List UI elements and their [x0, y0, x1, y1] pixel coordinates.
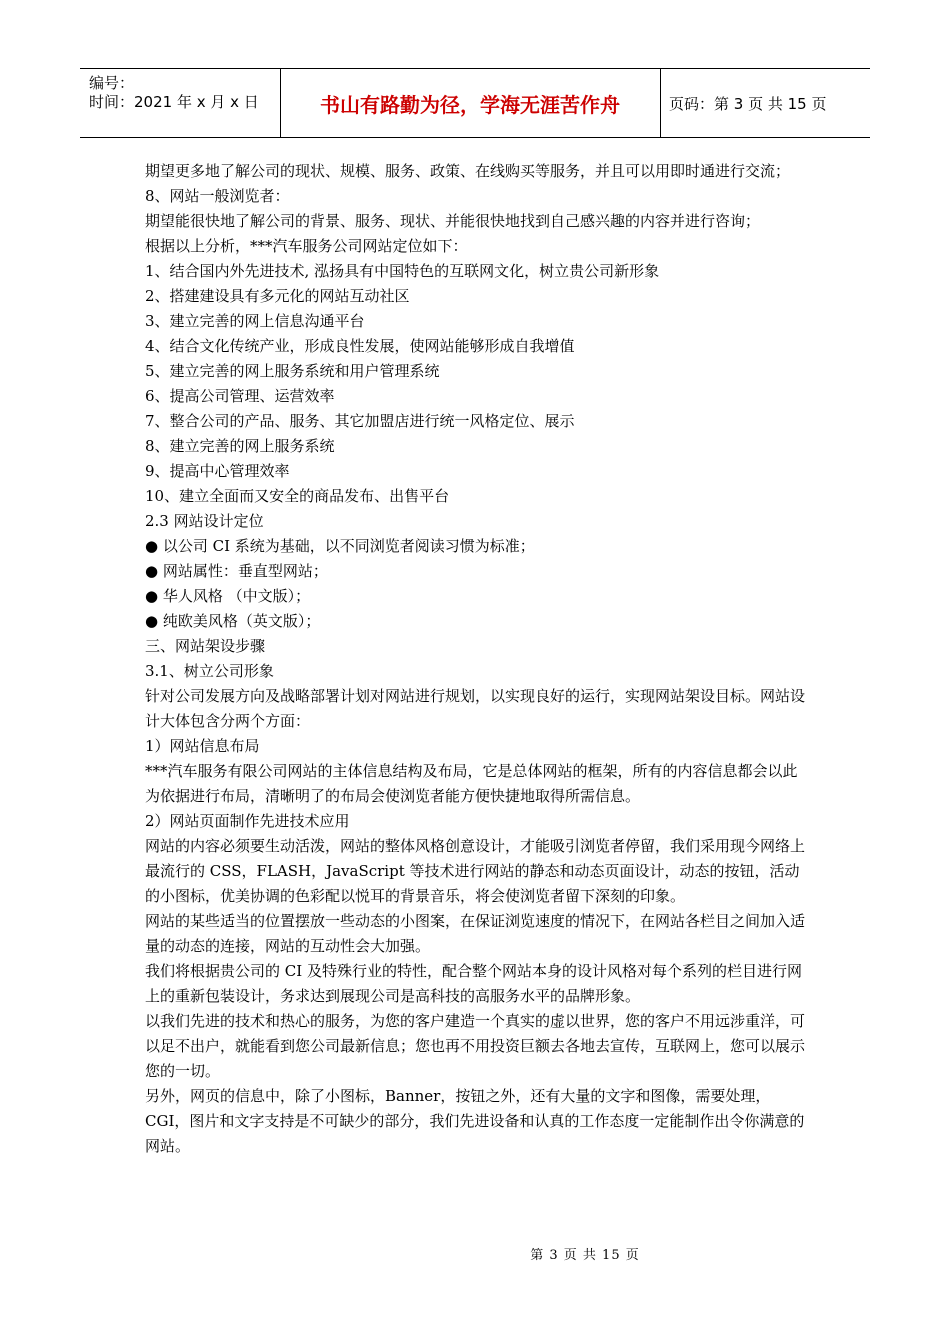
paragraph: ***汽车服务有限公司网站的主体信息结构及布局，它是总体网站的框架，所有的内容信息都会以此为依据进行布局，清晰明了的布局会使浏览者能方便快捷地取得所需信息。: [145, 762, 798, 805]
list-item: 3、建立完善的网上信息沟通平台: [145, 312, 365, 330]
paragraph: 根据以上分析，***汽车服务公司网站定位如下：: [145, 237, 468, 255]
bullet-item: ● 以公司 CI 系统为基础，以不同浏览者阅读习惯为标准；: [145, 537, 535, 555]
section-heading: 2.3 网站设计定位: [145, 512, 264, 530]
header-meta: [80, 69, 281, 137]
list-item: 6、提高公司管理、运营效率: [145, 387, 335, 405]
header-motto-cell: [280, 69, 661, 137]
list-item: 1、结合国内外先进技术, 泓扬具有中国特色的互联网文化，树立贵公司新形象: [145, 262, 660, 280]
document-id-label: 编号：: [89, 74, 135, 92]
paragraph: 期望能很快地了解公司的背景、服务、现状、并能很快地找到自己感兴趣的内容并进行咨询；: [145, 212, 761, 230]
bullet-item: ● 纯欧美风格（英文版）；: [145, 612, 321, 630]
document-date: 时间：2021 年 x 月 x 日: [89, 93, 259, 111]
page-footer: [0, 1244, 950, 1263]
header-motto: 书山有路勤为径，学海无涯苦作舟: [320, 92, 620, 117]
paragraph: 8、网站一般浏览者：: [145, 187, 290, 205]
paragraph: 另外，网页的信息中，除了小图标，Banner，按钮之外，还有大量的文字和图像，需要处理，CGI，图片和文字支持是不可缺少的部分，我们先进设备和认真的工作态度一定能制作出令你满意的网站。: [145, 1087, 805, 1155]
subheading: 2）网站页面制作先进技术应用: [145, 812, 350, 830]
list-item: 10、建立全面而又安全的商品发布、出售平台: [145, 487, 450, 505]
paragraph: 网站的某些适当的位置摆放一些动态的小图案，在保证浏览速度的情况下，在网站各栏目之间加入适量的动态的连接，网站的互动性会大加强。: [145, 912, 806, 955]
section-heading: 三、网站架设步骤: [145, 637, 266, 655]
bullet-item: ● 网站属性：垂直型网站；: [145, 562, 328, 580]
list-item: 8、建立完善的网上服务系统: [145, 437, 335, 455]
list-item: 5、建立完善的网上服务系统和用户管理系统: [145, 362, 440, 380]
list-item: 7、整合公司的产品、服务、其它加盟店进行统一风格定位、展示: [145, 412, 575, 430]
list-item: 4、结合文化传统产业，形成良性发展，使网站能够形成自我增值: [145, 337, 575, 355]
paragraph: 期望更多地了解公司的现状、规模、服务、政策、在线购买等服务，并且可以用即时通进行交流；: [145, 162, 791, 180]
bullet-item: ● 华人风格 （中文版）；: [145, 587, 311, 605]
list-item: 9、提高中心管理效率: [145, 462, 290, 480]
section-heading: 3.1、树立公司形象: [145, 662, 274, 680]
header-page-cell: [660, 69, 870, 137]
paragraph: 我们将根据贵公司的 CI 及特殊行业的特性，配合整个网站本身的设计风格对每个系列的栏目进行网上的重新包装设计，务求达到展现公司是高科技的高服务水平的品牌形象。: [145, 962, 802, 1005]
paragraph: 网站的内容必须要生动活泼，网站的整体风格创意设计，才能吸引浏览者停留，我们采用现今网络上最流行的 CSS，FLASH，JavaScript 等技术进行网站的静态和动态页面设计，动态的按钮，活动的小图标，优美协调的色彩配以悦耳的背景音乐，将会使浏览者留下深刻的印象。: [145, 837, 806, 905]
page-header: [80, 68, 870, 138]
list-item: 2、搭建建设具有多元化的网站互动社区: [145, 287, 410, 305]
header-page-info: 页码：第 3 页 共 15 页: [669, 94, 827, 113]
paragraph: 针对公司发展方向及战略部署计划对网站进行规划，以实现良好的运行，实现网站架设目标。网站设计大体包含分两个方面：: [145, 687, 806, 730]
document-body: [145, 159, 810, 1159]
paragraph: 以我们先进的技术和热心的服务，为您的客户建造一个真实的虚以世界，您的客户不用远涉重洋，可以足不出户，就能看到您公司最新信息；您也再不用投资巨额去各地去宣传，互联网上，您可以展示您的一切。: [145, 1012, 806, 1080]
footer-page-number: 第 3 页 共 15 页: [530, 1248, 640, 1263]
subheading: 1）网站信息布局: [145, 737, 260, 755]
